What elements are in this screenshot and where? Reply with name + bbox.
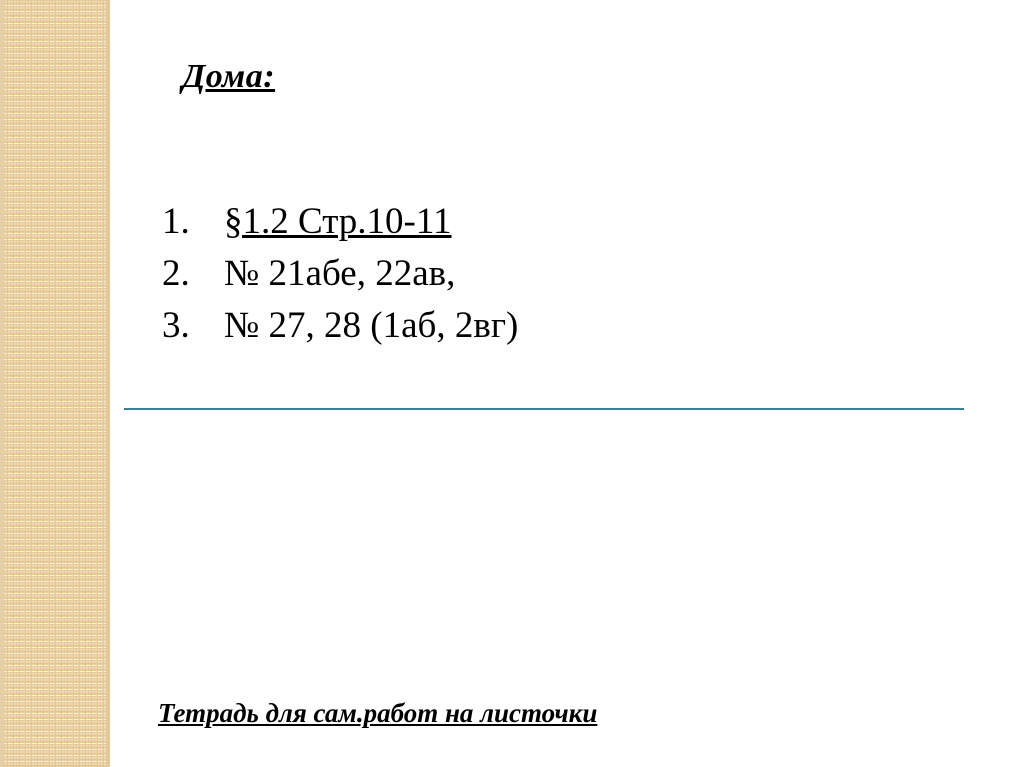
slide-content bbox=[110, 0, 1024, 767]
page-title: Дома: bbox=[182, 58, 276, 95]
list-item bbox=[162, 300, 982, 352]
side-band-left-edge bbox=[0, 0, 4, 767]
list-item-number: 1. bbox=[162, 201, 190, 242]
list-item bbox=[162, 248, 982, 300]
list-item-label: № 21абе, 22ав, bbox=[224, 253, 456, 294]
list-item-label: §1.2 Стр.10-11 bbox=[224, 201, 452, 242]
horizontal-divider bbox=[124, 408, 964, 410]
decorative-side-band bbox=[0, 0, 110, 767]
homework-list bbox=[162, 196, 982, 352]
list-item bbox=[162, 196, 982, 248]
side-band-texture bbox=[0, 0, 110, 767]
list-item-number: 2. bbox=[162, 253, 190, 294]
footer-note: Тетрадь для сам.работ на листочки bbox=[158, 698, 598, 728]
list-item-label: № 27, 28 (1аб, 2вг) bbox=[224, 305, 519, 346]
list-item-number: 3. bbox=[162, 305, 190, 346]
